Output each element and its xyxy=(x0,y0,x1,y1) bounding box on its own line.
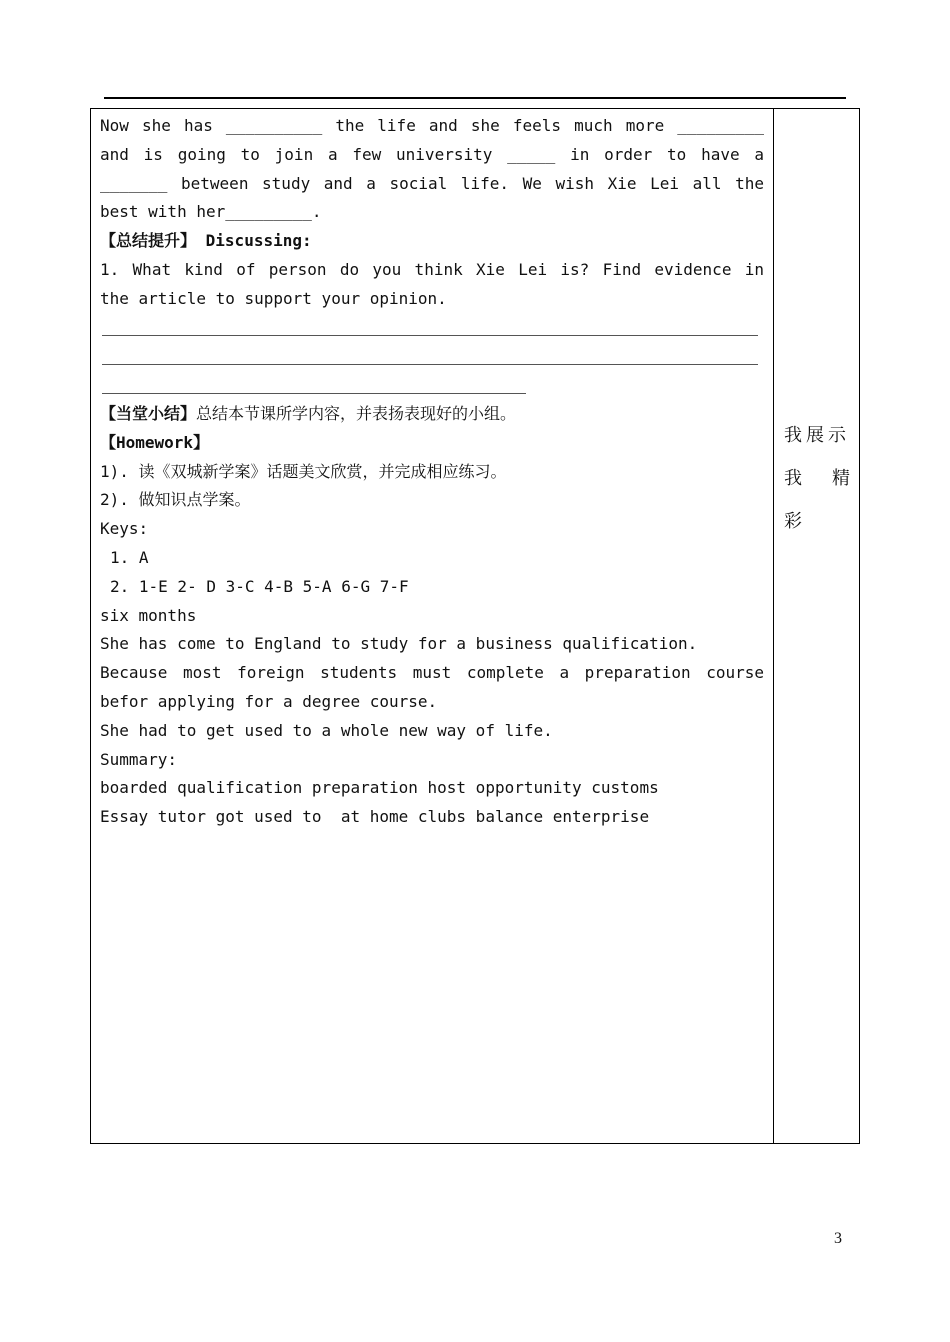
key-answer: Because most foreign students must complete a preparation course xyxy=(100,663,764,683)
passage-line: best with her_________. xyxy=(100,202,322,222)
summary-heading: Summary: xyxy=(100,749,178,769)
answer-line xyxy=(100,342,764,371)
class-summary-heading: 【当堂小结】 xyxy=(100,403,197,423)
passage-line: and is going to join a few university _____ in order to have a xyxy=(100,144,764,164)
discussion-question: the article to support your opinion. xyxy=(100,288,447,308)
passage-line: _______ between study and a social life. We wish Xie Lei all the xyxy=(100,173,764,193)
column-divider xyxy=(773,108,774,1144)
key-item: 2. 1-E 2- D 3-C 4-B 5-A 6-G 7-F xyxy=(110,576,409,596)
side-panel-char: 精 xyxy=(832,468,850,489)
key-item: 1. A xyxy=(110,547,149,567)
side-panel-line: 彩 xyxy=(784,511,802,532)
homework-item: 2). 做知识点学案。 xyxy=(100,490,251,510)
keys-heading: Keys: xyxy=(100,519,149,539)
answer-line xyxy=(100,371,764,400)
key-answer: She had to get used to a whole new way of life. xyxy=(100,720,553,740)
side-panel-line: 我展示 xyxy=(784,425,850,446)
homework-item: 1). 读《双城新学案》话题美文欣赏，并完成相应练习。 xyxy=(100,461,507,481)
discussing-label: Discussing: xyxy=(205,231,312,251)
page-number: 3 xyxy=(834,1230,842,1247)
summary-answer-line: boarded qualification preparation host opportunity customs xyxy=(100,778,659,798)
answer-line xyxy=(100,314,764,343)
side-panel-line xyxy=(784,457,850,500)
passage-line: Now she has __________ the life and she feels much more _________ xyxy=(100,116,764,135)
key-answer: befor applying for a degree course. xyxy=(100,691,438,711)
discussion-question: 1. What kind of person do you think Xie Lei is? Find evidence in xyxy=(100,259,764,279)
key-answer: She has come to England to study for a business qualification. xyxy=(100,634,698,654)
discussion-heading xyxy=(100,227,764,256)
main-content-cell xyxy=(100,112,764,832)
header-rule xyxy=(104,97,846,99)
summary-answer-line: Essay tutor got used to at home clubs balance enterprise xyxy=(100,807,650,827)
side-panel-char: 我 xyxy=(784,468,802,489)
side-panel-cell xyxy=(784,414,852,543)
homework-heading: 【Homework】 xyxy=(100,432,210,452)
class-summary xyxy=(100,400,764,429)
section-heading-summary: 【总结提升】 xyxy=(100,231,197,251)
class-summary-text: 总结本节课所学内容，并表扬表现好的小组。 xyxy=(196,403,517,423)
key-answer: six months xyxy=(100,605,197,625)
